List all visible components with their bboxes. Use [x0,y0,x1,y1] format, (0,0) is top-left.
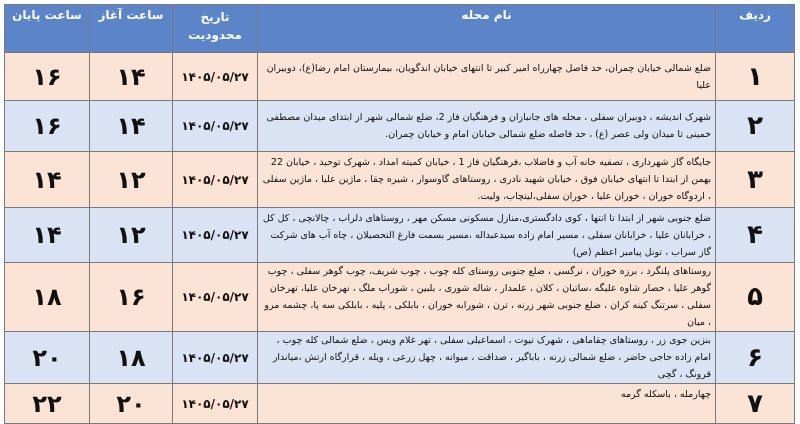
restriction-date: ۱۴۰۵/۰۵/۲۷ [173,101,258,152]
row-index: ۱ [716,53,795,101]
header-date: تاریخ محدودیت [173,5,258,53]
area-names: جایگاه گاز شهرداری ، تصفیه خانه آب و فاضلاب ،فرهنگیان فاز 1 ، خیابان کمیته امداد ، شهرک توحید ، خیابان 22 بهمن از ابتدا تا انتهای خیابان فوق ، خیابان شهید نادری ، روستاهای گاوسوار ، شیره چقا ، ماژین علیا ، ماژین سفلی ، اردوگاه خوران ، خوران علیا ، خوران سفلی،لیتچاب، ولیت. [258,152,716,208]
end-time: ۲۰ [5,332,90,384]
start-time: ۱۴ [90,53,173,101]
start-time: ۱۸ [90,332,173,384]
area-names: شهرک اندیشه ، دوبیران سفلی ، محله های جانبازان و فرهنگیان فاز 2، ضلع شمالی شهر از ابتدای میدان مصطفی خمینی تا میدان ولی عصر (ع) ، حد فاصله ضلع شمالی خیابان امام و خیابان چمران. [258,101,716,152]
restriction-date: ۱۴۰۵/۰۵/۲۷ [173,332,258,384]
header-start-time: ساعت آغاز [90,5,173,53]
end-time: ۱۴ [5,152,90,208]
header-row [5,5,795,53]
table-row [5,101,795,152]
end-time: ۱۶ [5,101,90,152]
table-row [5,152,795,208]
row-index: ۷ [716,384,795,424]
area-names: چهارمله ، باسکله گرمه [258,384,716,424]
area-names: ضلع جنوبی شهر از ابتدا تا انتها ، کوی دادگستری،منازل مسکونی مسکن مهر ، روستاهای دلراب ، چالانچی ، کل کل ، خرابانان علیا ، خرابانان سفلی ، مسیر امام زاده سیدعبداله ،مسیر بسمت فارغ التحصیلان ، چاه آب های شرکت گاز سراب ، تونل پیامبر اعظم (ص) [258,208,716,263]
end-time: ۱۸ [5,263,90,332]
header-end-time: ساعت پایان [5,5,90,53]
table-row [5,384,795,424]
outage-schedule-table [4,4,795,424]
table-row [5,263,795,332]
start-time: ۱۲ [90,152,173,208]
header-index: ردیف [716,5,795,53]
end-time: ۲۲ [5,384,90,424]
start-time: ۱۴ [90,101,173,152]
restriction-date: ۱۴۰۵/۰۵/۲۷ [173,384,258,424]
table-row [5,53,795,101]
restriction-date: ۱۴۰۵/۰۵/۲۷ [173,53,258,101]
end-time: ۱۶ [5,53,90,101]
end-time: ۱۴ [5,208,90,263]
area-names: ضلع شمالی خیابان چمران، حد فاصل چهارراه امیر کبیر تا انتهای خیابان اندگویان، بیمارستان امام رضا(ع)، دوبیران علیا [258,53,716,101]
area-names: روستاهای پلنگرد ، برزه خوران ، نرگسی ، ضلع جنوبی روستای کله چوب ، چوب شریف، چوب گوهر سفلی ، چوب گوهر علیا ، حصار شاوه علیگه ،ساتیان ، کلان ، علمدار ، شاله شوری ، بلبین ، شوراب ملگ ، نهرخان علیا، تهرخان سفلی ، سرتنگ کینه کران ، ضلع جنوبی شهر زرنه ، ترن ، شورابه خوران ، بابلکی ، پلیه ، بابلکی سه پا، چشمه مرو ، میان [258,263,716,332]
row-index: ۲ [716,101,795,152]
restriction-date: ۱۴۰۵/۰۵/۲۷ [173,208,258,263]
row-index: ۳ [716,152,795,208]
row-index: ۴ [716,208,795,263]
restriction-date: ۱۴۰۵/۰۵/۲۷ [173,152,258,208]
row-index: ۶ [716,332,795,384]
start-time: ۱۶ [90,263,173,332]
start-time: ۲۰ [90,384,173,424]
area-names: بنزین جوی زر ، روستاهای چقاماهی ، شهرک تیوت ، اسماعیلی سفلی ، تهر غلام ویس ، ضلع شمالی کله چوب ، امام زاده حاجی حاضر ، ضلع شمالی زرنه ، باباگیر ، صداقت ، میوانه ، چهل زرعی ، ویله ، قرارگاه ارتش ،میاندار قرونگ ، گچی [258,332,716,384]
start-time: ۱۲ [90,208,173,263]
row-index: ۵ [716,263,795,332]
table-row [5,208,795,263]
table-row [5,332,795,384]
header-area-name: نام محله [258,5,716,53]
restriction-date: ۱۴۰۵/۰۵/۲۷ [173,263,258,332]
